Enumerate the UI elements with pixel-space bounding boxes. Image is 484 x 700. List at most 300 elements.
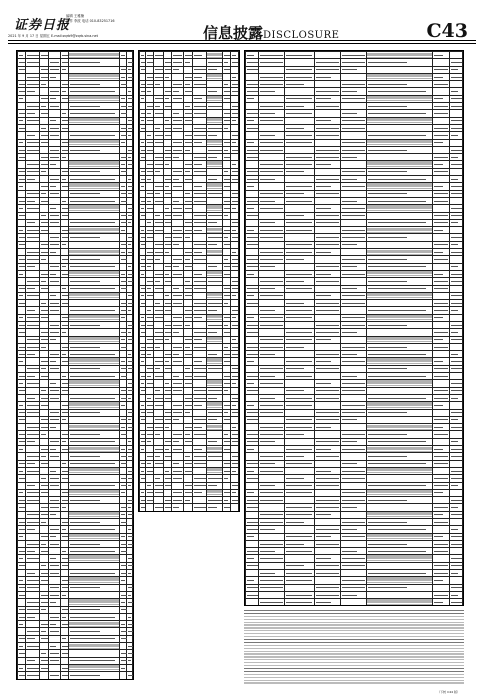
table-cell xyxy=(223,380,231,387)
table-cell xyxy=(120,438,127,445)
table-cell xyxy=(449,555,462,562)
table-cell xyxy=(127,482,133,489)
table-row xyxy=(140,453,239,460)
table-cell xyxy=(171,117,183,124)
table-cell xyxy=(68,570,120,577)
table-cell xyxy=(26,227,40,234)
table-cell xyxy=(145,270,153,277)
table-row xyxy=(140,183,239,190)
table-cell xyxy=(341,88,367,95)
table-row xyxy=(246,139,463,146)
table-cell xyxy=(285,314,315,321)
table-cell xyxy=(18,402,26,409)
table-cell xyxy=(315,139,341,146)
continued-note: （下转 C44 版） xyxy=(437,690,460,694)
table-cell xyxy=(171,446,183,453)
table-cell xyxy=(171,52,183,59)
table-cell xyxy=(246,314,259,321)
table-cell xyxy=(449,409,462,416)
table-cell xyxy=(120,212,127,219)
table-cell xyxy=(26,664,40,671)
table-cell xyxy=(171,227,183,234)
table-cell xyxy=(127,183,133,190)
table-cell xyxy=(432,278,449,285)
table-cell xyxy=(231,292,239,299)
table-row xyxy=(18,650,133,657)
table-cell xyxy=(231,219,239,226)
table-cell xyxy=(39,635,48,642)
table-cell xyxy=(246,219,259,226)
table-cell xyxy=(341,212,367,219)
table-row xyxy=(140,292,239,299)
table-cell xyxy=(68,59,120,66)
table-cell xyxy=(259,373,285,380)
table-cell xyxy=(207,241,223,248)
table-row xyxy=(140,489,239,496)
table-cell xyxy=(49,482,61,489)
table-cell xyxy=(127,52,133,59)
table-cell xyxy=(246,358,259,365)
table-cell xyxy=(26,358,40,365)
table-row xyxy=(246,365,463,372)
table-row xyxy=(140,467,239,474)
table-cell xyxy=(259,591,285,598)
table-cell xyxy=(432,95,449,102)
table-row xyxy=(246,555,463,562)
section-title-en: DISCLOSURE xyxy=(263,30,340,41)
table-cell xyxy=(18,497,26,504)
table-cell xyxy=(127,584,133,591)
table-cell xyxy=(183,256,193,263)
disclosure-table-left xyxy=(16,50,134,680)
table-cell xyxy=(49,205,61,212)
table-cell xyxy=(259,205,285,212)
table-cell xyxy=(259,446,285,453)
table-cell xyxy=(120,373,127,380)
table-row xyxy=(18,643,133,650)
table-cell xyxy=(207,424,223,431)
table-cell xyxy=(18,205,26,212)
table-row xyxy=(18,263,133,270)
table-cell xyxy=(60,66,68,73)
table-row xyxy=(246,95,463,102)
table-cell xyxy=(223,438,231,445)
table-cell xyxy=(26,650,40,657)
table-row xyxy=(140,336,239,343)
table-cell xyxy=(171,95,183,102)
table-cell xyxy=(285,139,315,146)
table-cell xyxy=(367,555,432,562)
table-row xyxy=(140,504,239,511)
table-cell xyxy=(231,453,239,460)
table-cell xyxy=(193,467,207,474)
table-cell xyxy=(183,314,193,321)
table-cell xyxy=(315,548,341,555)
table-cell xyxy=(207,154,223,161)
table-cell xyxy=(49,577,61,584)
table-cell xyxy=(246,256,259,263)
table-cell xyxy=(285,197,315,204)
masthead-rule-thin xyxy=(8,43,476,44)
table-cell xyxy=(49,59,61,66)
table-cell xyxy=(259,161,285,168)
table-cell xyxy=(223,139,231,146)
table-cell xyxy=(26,146,40,153)
table-cell xyxy=(60,249,68,256)
table-cell xyxy=(18,489,26,496)
table-cell xyxy=(26,132,40,139)
table-row xyxy=(140,73,239,80)
table-cell xyxy=(153,336,163,343)
table-cell xyxy=(341,591,367,598)
table-cell xyxy=(449,249,462,256)
table-cell xyxy=(163,205,171,212)
table-cell xyxy=(341,205,367,212)
table-row xyxy=(246,504,463,511)
table-cell xyxy=(449,117,462,124)
table-cell xyxy=(18,176,26,183)
table-cell xyxy=(183,482,193,489)
table-cell xyxy=(171,504,183,511)
table-cell xyxy=(153,227,163,234)
table-cell xyxy=(449,278,462,285)
table-row xyxy=(246,431,463,438)
table-cell xyxy=(193,52,207,59)
table-cell xyxy=(145,307,153,314)
table-cell xyxy=(171,453,183,460)
table-cell xyxy=(120,460,127,467)
table-cell xyxy=(315,124,341,131)
table-cell xyxy=(231,190,239,197)
table-cell xyxy=(127,431,133,438)
table-cell xyxy=(183,475,193,482)
table-cell xyxy=(68,88,120,95)
table-cell xyxy=(127,672,133,679)
table-cell xyxy=(120,672,127,679)
table-cell xyxy=(127,497,133,504)
table-row xyxy=(18,599,133,606)
table-cell xyxy=(49,467,61,474)
table-cell xyxy=(127,249,133,256)
table-row xyxy=(140,373,239,380)
table-cell xyxy=(246,351,259,358)
table-cell xyxy=(18,95,26,102)
table-cell xyxy=(246,431,259,438)
table-cell xyxy=(68,300,120,307)
table-row xyxy=(18,497,133,504)
table-cell xyxy=(183,300,193,307)
table-cell xyxy=(207,81,223,88)
table-cell xyxy=(60,256,68,263)
table-row xyxy=(18,467,133,474)
table-cell xyxy=(163,227,171,234)
table-cell xyxy=(367,475,432,482)
table-row xyxy=(18,300,133,307)
table-cell xyxy=(246,154,259,161)
table-cell xyxy=(68,110,120,117)
table-cell xyxy=(68,176,120,183)
table-cell xyxy=(193,205,207,212)
table-cell xyxy=(367,526,432,533)
date-line: 2021 年 9 月 17 日 星期五 E-mail:zqrb9@zqrb.sina.net xyxy=(8,34,98,38)
table-cell xyxy=(207,321,223,328)
table-row xyxy=(246,73,463,80)
table-cell xyxy=(39,197,48,204)
table-cell xyxy=(60,81,68,88)
table-cell xyxy=(246,533,259,540)
table-cell xyxy=(120,154,127,161)
table-cell xyxy=(259,482,285,489)
table-cell xyxy=(145,438,153,445)
table-cell xyxy=(193,95,207,102)
table-cell xyxy=(39,205,48,212)
table-cell xyxy=(171,168,183,175)
table-cell xyxy=(163,409,171,416)
table-row xyxy=(140,497,239,504)
table-cell xyxy=(223,387,231,394)
table-cell xyxy=(18,431,26,438)
table-cell xyxy=(60,460,68,467)
table-cell xyxy=(223,263,231,270)
table-cell xyxy=(120,416,127,423)
table-cell xyxy=(171,81,183,88)
table-cell xyxy=(432,431,449,438)
table-cell xyxy=(449,599,462,606)
table-cell xyxy=(127,446,133,453)
table-cell xyxy=(18,424,26,431)
table-cell xyxy=(193,292,207,299)
table-cell xyxy=(259,409,285,416)
table-cell xyxy=(207,438,223,445)
disclosure-table-right xyxy=(244,50,464,606)
table-cell xyxy=(127,358,133,365)
table-cell xyxy=(207,504,223,511)
table-cell xyxy=(231,132,239,139)
table-cell xyxy=(49,95,61,102)
table-row xyxy=(140,307,239,314)
table-cell xyxy=(68,146,120,153)
table-cell xyxy=(183,467,193,474)
table-cell xyxy=(163,314,171,321)
table-cell xyxy=(285,205,315,212)
table-cell xyxy=(145,460,153,467)
table-cell xyxy=(68,212,120,219)
table-cell xyxy=(285,402,315,409)
table-cell xyxy=(223,292,231,299)
table-row xyxy=(246,482,463,489)
table-cell xyxy=(163,416,171,423)
table-cell xyxy=(120,314,127,321)
table-cell xyxy=(145,234,153,241)
table-cell xyxy=(68,263,120,270)
table-cell xyxy=(207,394,223,401)
table-cell xyxy=(367,446,432,453)
table-cell xyxy=(120,73,127,80)
table-cell xyxy=(120,256,127,263)
table-cell xyxy=(127,577,133,584)
table-cell xyxy=(127,73,133,80)
table-cell xyxy=(60,446,68,453)
table-row xyxy=(18,154,133,161)
table-row xyxy=(246,321,463,328)
table-cell xyxy=(60,672,68,679)
table-cell xyxy=(127,650,133,657)
table-row xyxy=(18,278,133,285)
table-cell xyxy=(120,161,127,168)
table-cell xyxy=(68,497,120,504)
table-cell xyxy=(315,343,341,350)
table-cell xyxy=(223,110,231,117)
table-cell xyxy=(341,103,367,110)
table-cell xyxy=(68,672,120,679)
table-cell xyxy=(449,475,462,482)
table-cell xyxy=(315,526,341,533)
table-cell xyxy=(367,482,432,489)
table-cell xyxy=(171,343,183,350)
table-cell xyxy=(193,365,207,372)
table-cell xyxy=(207,358,223,365)
table-cell xyxy=(60,117,68,124)
table-cell xyxy=(163,300,171,307)
table-cell xyxy=(183,504,193,511)
table-cell xyxy=(60,365,68,372)
table-cell xyxy=(60,467,68,474)
table-row xyxy=(18,146,133,153)
table-cell xyxy=(163,256,171,263)
table-cell xyxy=(127,300,133,307)
table-cell xyxy=(207,227,223,234)
table-cell xyxy=(449,548,462,555)
table-cell xyxy=(341,314,367,321)
table-cell xyxy=(259,380,285,387)
table-cell xyxy=(207,161,223,168)
table-cell xyxy=(285,591,315,598)
table-row xyxy=(18,110,133,117)
table-row xyxy=(140,358,239,365)
table-cell xyxy=(285,373,315,380)
table-cell xyxy=(18,66,26,73)
table-cell xyxy=(231,161,239,168)
masthead-info xyxy=(66,14,115,24)
table-cell xyxy=(183,249,193,256)
table-cell xyxy=(153,511,163,512)
table-cell xyxy=(120,511,127,518)
table-row xyxy=(18,635,133,642)
table-cell xyxy=(39,59,48,66)
table-cell xyxy=(127,599,133,606)
table-cell xyxy=(207,314,223,321)
table-cell xyxy=(127,234,133,241)
table-cell xyxy=(68,555,120,562)
table-cell xyxy=(246,540,259,547)
table-cell xyxy=(39,161,48,168)
table-cell xyxy=(49,336,61,343)
table-cell xyxy=(145,343,153,350)
table-cell xyxy=(68,628,120,635)
table-cell xyxy=(223,416,231,423)
table-cell xyxy=(285,154,315,161)
table-cell xyxy=(68,132,120,139)
table-cell xyxy=(26,635,40,642)
table-cell xyxy=(315,227,341,234)
table-cell xyxy=(367,270,432,277)
table-cell xyxy=(231,285,239,292)
table-row xyxy=(18,321,133,328)
table-cell xyxy=(127,365,133,372)
table-cell xyxy=(449,387,462,394)
disclosure-table-middle xyxy=(138,50,240,512)
table-cell xyxy=(259,577,285,584)
table-cell xyxy=(367,497,432,504)
table-cell xyxy=(171,285,183,292)
table-cell xyxy=(183,453,193,460)
table-cell xyxy=(18,672,26,679)
table-row xyxy=(246,161,463,168)
table-row xyxy=(18,453,133,460)
table-row xyxy=(18,292,133,299)
table-cell xyxy=(26,497,40,504)
table-cell xyxy=(39,467,48,474)
table-cell xyxy=(223,511,231,512)
table-cell xyxy=(367,409,432,416)
table-cell xyxy=(39,453,48,460)
table-cell xyxy=(285,562,315,569)
table-cell xyxy=(285,307,315,314)
table-row xyxy=(18,664,133,671)
table-cell xyxy=(26,621,40,628)
table-cell xyxy=(171,205,183,212)
table-row xyxy=(18,409,133,416)
table-cell xyxy=(223,227,231,234)
table-cell xyxy=(367,373,432,380)
table-cell xyxy=(68,504,120,511)
table-row xyxy=(140,475,239,482)
table-row xyxy=(246,256,463,263)
table-cell xyxy=(153,139,163,146)
table-row xyxy=(246,584,463,591)
table-cell xyxy=(367,358,432,365)
table-cell xyxy=(49,307,61,314)
table-cell xyxy=(120,540,127,547)
table-row xyxy=(246,190,463,197)
table-cell xyxy=(449,489,462,496)
table-cell xyxy=(39,672,48,679)
table-cell xyxy=(207,52,223,59)
table-cell xyxy=(49,526,61,533)
table-cell xyxy=(120,504,127,511)
table-cell xyxy=(153,168,163,175)
section-title-cn: 信息披露 xyxy=(203,24,264,42)
table-cell xyxy=(39,606,48,613)
table-cell xyxy=(367,387,432,394)
table-row xyxy=(18,59,133,66)
table-cell xyxy=(315,249,341,256)
table-row xyxy=(18,402,133,409)
table-cell xyxy=(285,577,315,584)
table-cell xyxy=(341,66,367,73)
table-cell xyxy=(153,343,163,350)
table-row xyxy=(140,95,239,102)
table-cell xyxy=(171,263,183,270)
table-cell xyxy=(223,314,231,321)
table-cell xyxy=(18,613,26,620)
table-cell xyxy=(68,278,120,285)
table-cell xyxy=(153,95,163,102)
table-cell xyxy=(26,117,40,124)
table-cell xyxy=(449,438,462,445)
table-row xyxy=(246,285,463,292)
table-row xyxy=(246,475,463,482)
